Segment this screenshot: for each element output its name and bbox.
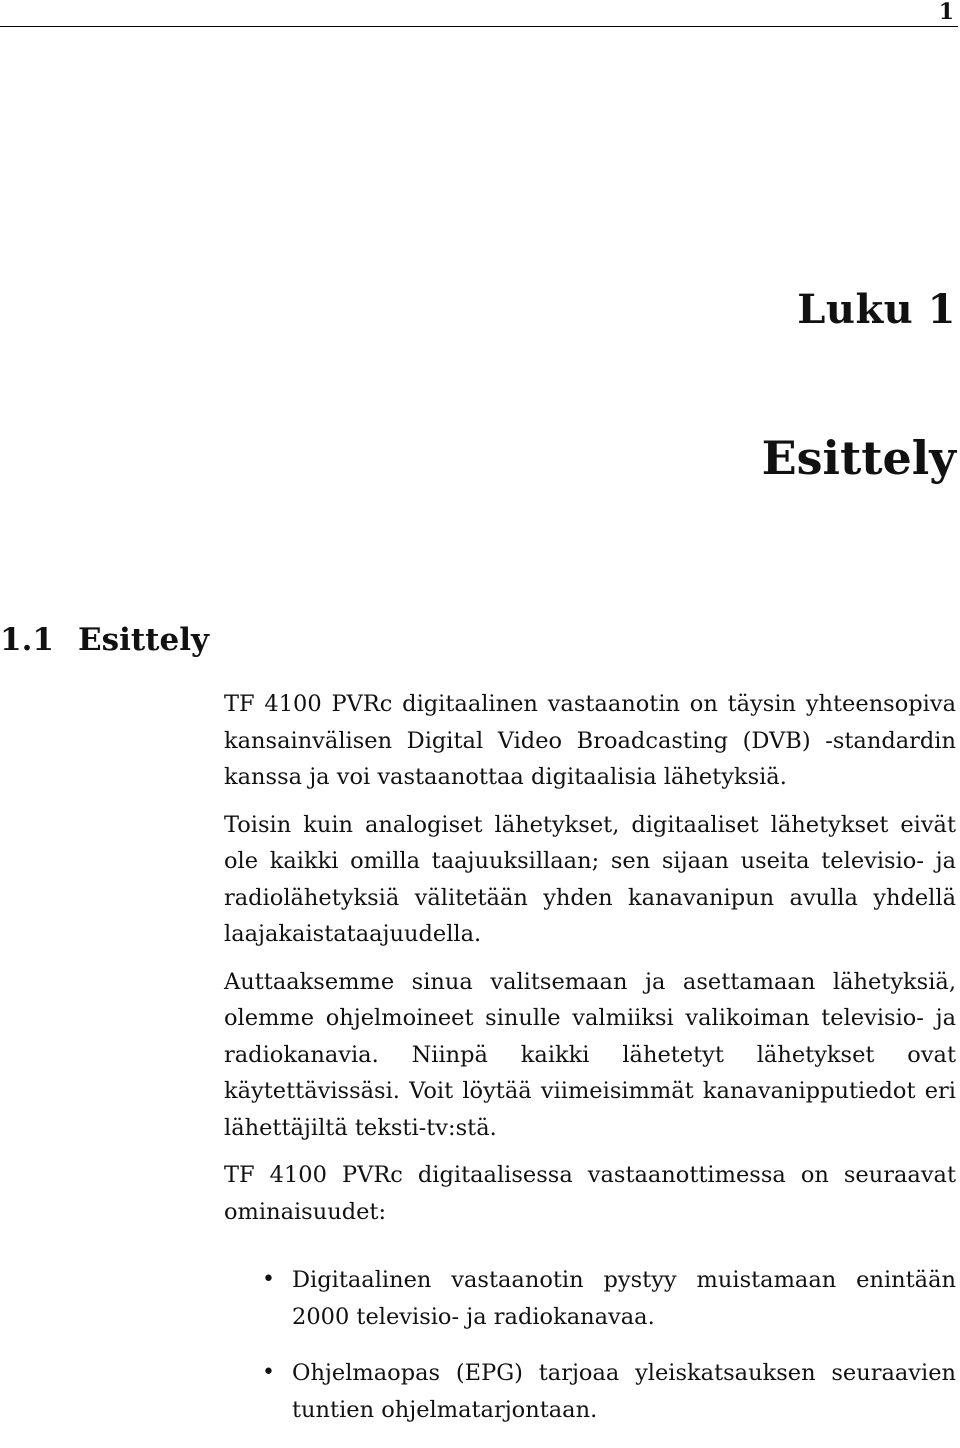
header-rule bbox=[0, 26, 958, 27]
chapter-label: Luku 1 bbox=[797, 286, 956, 333]
bullet-icon: • bbox=[262, 1267, 275, 1292]
page-number: 1 bbox=[938, 0, 954, 25]
paragraph-intro: TF 4100 PVRc digitaalinen vastaanotin on täysin yhteensopiva kansainvälisen Digital Video Broadcasting (DVB) -standardin kanssa ja voi vastaanottaa digitaalisia lähetyksiä. bbox=[224, 691, 956, 790]
chapter-title: Esittely bbox=[761, 431, 956, 485]
list-item bbox=[222, 1262, 956, 1335]
bullet-icon: • bbox=[262, 1360, 275, 1385]
feature-text: Digitaalinen vastaanotin pystyy muistamaan enintään 2000 televisio- ja radiokanavaa. bbox=[292, 1267, 956, 1330]
feature-text: Ohjelmaopas (EPG) tarjoaa yleiskatsauksen seuraavien tuntien ohjelmatarjontaan. bbox=[292, 1360, 956, 1423]
paragraph-digital-broadcasts: Toisin kuin analogiset lähetykset, digitaaliset lähetykset eivät ole kaikki omilla taajuuksillaan; sen sijaan useita televisio- ja radiolähetyksiä välitetään yhden kanavanipun avulla yhdellä laajakaistataajuudella. bbox=[224, 811, 956, 947]
paragraph-preprogrammed-channels: Auttaaksemme sinua valitsemaan ja asettamaan lähetyksiä, olemme ohjelmoineet sinulle valmiiksi valikoiman televisio- ja radiokanavia. Niinpä kaikki lähetetyt lähetykset ovat käytettävissäsi. Voit löytää viimeisimmät kanavanipputiedot eri lähettäjiltä teksti-tv:stä. bbox=[224, 968, 956, 1141]
feature-list bbox=[224, 1262, 956, 1428]
body-text bbox=[224, 686, 956, 1448]
paragraph-features-intro: TF 4100 PVRc digitaalisessa vastaanottimessa on seuraavat ominaisuudet: bbox=[224, 1162, 956, 1225]
list-item bbox=[222, 1355, 956, 1428]
section-title: Esittely bbox=[78, 622, 210, 658]
section-number: 1.1 bbox=[0, 622, 54, 658]
section-heading bbox=[0, 618, 209, 662]
